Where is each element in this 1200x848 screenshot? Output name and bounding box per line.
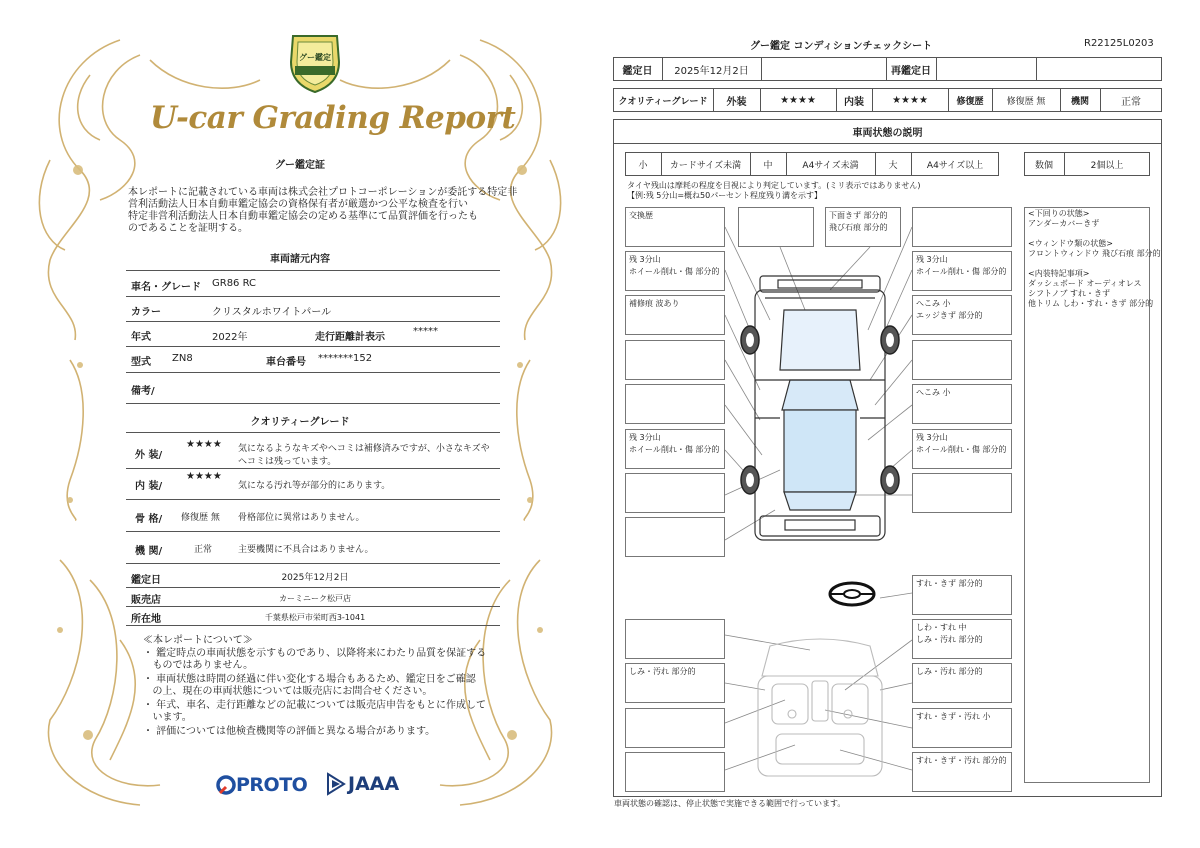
special-notes-text	[1028, 209, 1161, 309]
spec-model-value: ZN8	[172, 353, 193, 364]
size-mid-desc: A4サイズ未満	[802, 160, 859, 171]
exterior-box-left-1	[625, 207, 725, 247]
exterior-box-right-4	[912, 340, 1012, 380]
divider	[126, 468, 500, 469]
goo-kantei-badge	[287, 32, 343, 94]
condition-note: 残 3分山	[916, 255, 948, 264]
spec-year-value: 2022年	[212, 332, 248, 343]
interior-stars: ★★★★	[892, 94, 928, 106]
engine-value: 正常	[1121, 96, 1141, 108]
interior-box-right-4	[912, 752, 1012, 792]
interior-box-right-2	[912, 663, 1012, 703]
repair-label: 修復歴	[956, 96, 984, 107]
intro-line: 営利活動法人日本自動車鑑定協会の資格保有者が厳選かつ公平な検査を行い	[128, 199, 468, 210]
reappraisal-label: 再鑑定日	[891, 65, 931, 77]
condition-note: 補修痕 波あり	[629, 299, 680, 308]
spec-odometer-value: *****	[413, 326, 438, 337]
divider	[126, 531, 500, 532]
spec-model-label: 型式	[131, 357, 151, 368]
exterior-box-right-6	[912, 429, 1012, 469]
notes-line: 他トリム しわ・すれ・きず 部分的	[1028, 299, 1154, 308]
status-heading: 車両状態の説明	[852, 127, 923, 139]
condition-note: 残 3分山	[629, 433, 661, 442]
divider	[126, 296, 500, 297]
exterior-comment: 気になるようなキズやヘコミは補修済みですが、小さなキズや	[238, 444, 490, 454]
divider	[126, 499, 500, 500]
condition-note: しみ・汚れ 部分的	[916, 667, 983, 676]
spec-name-label: 車名・グレード	[131, 282, 201, 293]
exterior-box-right-3	[912, 295, 1012, 335]
exterior-box-right-5	[912, 384, 1012, 424]
exterior-box-right-7	[912, 473, 1012, 513]
grade-label: クオリティーグレード	[618, 96, 708, 107]
divider	[126, 270, 500, 271]
exterior-box-right-1	[912, 207, 1012, 247]
exterior-box-left-8	[625, 517, 725, 557]
address-label: 所在地	[131, 614, 161, 625]
condition-note: ホイール削れ・傷 部分的	[629, 267, 720, 276]
size-large-label: 大	[888, 160, 898, 171]
size-small-label: 小	[638, 160, 648, 171]
jaaa-logo	[326, 772, 406, 796]
condition-note: 残 3分山	[629, 255, 661, 264]
divider	[126, 372, 500, 373]
engine-comment: 主要機関に不具合はありません。	[238, 545, 374, 555]
condition-note: しわ・すれ 中	[916, 623, 967, 632]
car-exterior-diagram	[740, 270, 900, 550]
notes-line: <内装特記事項>	[1028, 269, 1090, 278]
exterior-box-left-7	[625, 473, 725, 513]
exterior-stars: ★★★★	[186, 439, 222, 450]
size-count-desc: 2個以上	[1090, 160, 1124, 171]
dealer-label: 販売店	[131, 595, 161, 606]
note-line: の上、現在の車両状態については販売店にお問合せください。	[143, 686, 433, 697]
spec-chassis-value: *******152	[318, 353, 373, 364]
notes-line	[1028, 229, 1161, 239]
note-line: ・ 鑑定時点の車両状態を示すものであり、以降将来にわたり品質を保証する	[143, 648, 487, 659]
quality-heading: クオリティーグレード	[250, 417, 350, 428]
engine-label: 機関	[1070, 96, 1089, 107]
intro-line: のであることを証明する。	[128, 223, 248, 234]
divider	[126, 625, 500, 626]
steering-wheel-icon	[827, 580, 877, 608]
divider	[126, 606, 500, 607]
condition-note: しみ・汚れ 部分的	[916, 635, 983, 644]
exterior-box-top-2	[825, 207, 901, 247]
badge-text: グー鑑定	[299, 53, 331, 62]
banner-title: U-car Grading Report	[150, 100, 516, 136]
exterior-stars: ★★★★	[780, 94, 816, 106]
frame-label: 骨 格/	[135, 514, 163, 525]
divider	[126, 321, 500, 322]
divider	[126, 563, 500, 564]
spec-name-value: GR86 RC	[212, 278, 257, 289]
exterior-box-left-3	[625, 295, 725, 335]
interior-box-left-4	[625, 752, 725, 792]
condition-note: すれ・きず・汚れ 小	[916, 712, 991, 721]
spec-odometer-label: 走行距離計表示	[315, 332, 385, 343]
condition-note: へこみ 小	[916, 388, 951, 397]
condition-note: 残 3分山	[916, 433, 948, 442]
note-line: ・ 評価については他検査機関等の評価と異なる場合があります。	[143, 726, 436, 737]
condition-note: しみ・汚れ 部分的	[629, 667, 696, 676]
divider	[126, 587, 500, 588]
interior-box-left-3	[625, 708, 725, 748]
exterior-label: 外 装/	[135, 450, 163, 461]
intro-line: 本レポートに記載されている車両は株式会社プロトコーポレーションが委託する特定非	[128, 187, 518, 198]
car-interior-diagram	[750, 636, 890, 786]
divider	[126, 346, 500, 347]
divider	[126, 403, 500, 404]
frame-comment: 骨格部位に異常はありません。	[238, 513, 365, 523]
interior-box-left-1	[625, 619, 725, 659]
interior-box-right-3	[912, 708, 1012, 748]
proto-logo	[216, 773, 316, 797]
address-value: 千葉県松戸市栄町西3-1041	[264, 613, 366, 622]
divider	[126, 432, 500, 433]
notes-line: <下回りの状態>	[1028, 209, 1090, 218]
interior-label: 内装	[844, 96, 864, 108]
spec-color-value: クリスタルホワイトパール	[212, 307, 332, 318]
note-line: ものではありません。	[143, 660, 254, 671]
frame-value: 修復歴 無	[181, 513, 220, 523]
exterior-box-left-5	[625, 384, 725, 424]
notes-line: ダッシュボード オーディオレス	[1028, 279, 1142, 288]
date-value: 2025年12月2日	[674, 65, 749, 77]
exterior-box-left-4	[625, 340, 725, 380]
note-line: います。	[143, 712, 192, 723]
proto-logo-text: PROTO	[236, 774, 308, 796]
dealer-value: カーミニーク松戸店	[279, 594, 351, 603]
condition-note: すれ・きず 部分的	[916, 579, 983, 588]
size-small-desc: カードサイズ未満	[669, 160, 742, 171]
size-mid-label: 中	[763, 160, 773, 171]
appraisal-date-value: 2025年12月2日	[281, 573, 349, 583]
exterior-box-right-2	[912, 251, 1012, 291]
exterior-comment: ヘコミは残っています。	[238, 457, 337, 467]
exterior-box-top-1	[738, 207, 814, 247]
condition-note: すれ・きず・汚れ 部分的	[916, 756, 1007, 765]
notes-line: <ウィンドウ類の状態>	[1028, 239, 1113, 248]
condition-note: 飛び石痕 部分的	[829, 223, 888, 232]
tire-note: 【例:残 5分山=概ね50パーセント程度残り溝を示す】	[627, 191, 823, 200]
engine-label: 機 関/	[135, 546, 163, 557]
notes-line: シフトノブ すれ・きず	[1028, 289, 1111, 298]
exterior-box-left-2	[625, 251, 725, 291]
notes-line	[1028, 259, 1161, 269]
note-line: ・ 年式、車名、走行距離などの記載については販売店申告をもとに作成して	[143, 700, 486, 711]
condition-note: 交換歴	[629, 211, 653, 220]
size-count-label: 数個	[1034, 160, 1053, 171]
date-label: 鑑定日	[622, 65, 653, 77]
interior-box-left-2	[625, 663, 725, 703]
condition-note: ホイール削れ・傷 部分的	[629, 445, 720, 454]
condition-note: へこみ 小	[916, 299, 951, 308]
condition-note: 下面きず 部分的	[829, 211, 888, 220]
repair-value: 修復歴 無	[1006, 96, 1046, 107]
condition-note: エッジきず 部分的	[916, 311, 983, 320]
interior-box-steering	[912, 575, 1012, 615]
interior-box-right-1	[912, 619, 1012, 659]
appraisal-date-label: 鑑定日	[131, 575, 161, 586]
sheet-title: グー鑑定 コンディションチェックシート	[750, 41, 933, 52]
exterior-label: 外装	[726, 96, 747, 108]
spec-chassis-label: 車台番号	[266, 357, 306, 368]
certificate-title: グー鑑定証	[275, 160, 325, 171]
interior-stars: ★★★★	[186, 471, 222, 482]
intro-line: 特定非営利活動法人日本自動車鑑定協会の定める基準にて品質評価を行ったも	[128, 211, 478, 222]
engine-value: 正常	[194, 545, 213, 555]
exterior-box-left-6	[625, 429, 725, 469]
notes-title: ≪本レポートについて≫	[143, 635, 253, 646]
spec-remarks-label: 備考/	[131, 386, 155, 397]
condition-note: ホイール削れ・傷 部分的	[916, 445, 1007, 454]
notes-line: フロントウィンドウ 飛び石痕 部分的	[1028, 249, 1161, 258]
note-line: ・ 車両状態は時間の経過に伴い変化する場合もあるため、鑑定日をご確認	[143, 674, 476, 685]
notes-line: アンダーカバーきず	[1028, 219, 1100, 228]
size-large-desc: A4サイズ以上	[926, 160, 984, 171]
footer-note: 車両状態の確認は、停止状態で実施できる範囲で行っています。	[614, 799, 846, 808]
condition-check-sheet	[600, 0, 1200, 848]
interior-label: 内 装/	[135, 481, 163, 492]
condition-note: ホイール削れ・傷 部分的	[916, 267, 1007, 276]
interior-comment: 気になる汚れ等が部分的にあります。	[238, 481, 391, 491]
spec-color-label: カラー	[131, 307, 161, 318]
document-id: R22125L0203	[1084, 38, 1154, 49]
jaaa-logo-text: JAAA	[348, 773, 400, 795]
tire-note: タイヤ残山は摩耗の程度を目視により判定しています。(ミリ表示ではありません)	[627, 181, 921, 190]
spec-year-label: 年式	[131, 332, 151, 343]
spec-heading: 車両諸元内容	[270, 254, 330, 265]
